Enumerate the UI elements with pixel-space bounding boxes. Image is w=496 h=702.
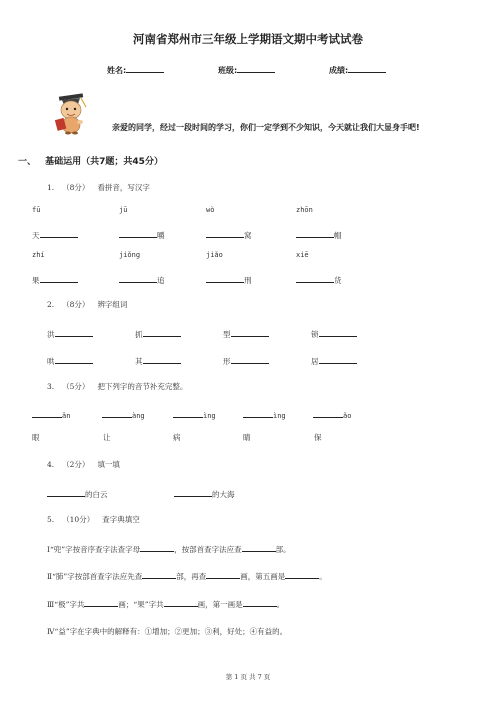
char: 抓 <box>135 330 143 339</box>
section-heading-1 <box>18 154 163 167</box>
q1-answer-row-2 <box>0 273 496 285</box>
q3-syllable-row <box>0 408 496 420</box>
answer-blank[interactable] <box>102 408 132 418</box>
text: 。 <box>319 572 327 581</box>
answer-blank[interactable] <box>55 327 93 337</box>
answer-blank[interactable] <box>143 354 181 364</box>
pinyin: wò <box>206 206 215 214</box>
word-suffix: 帽 <box>334 231 342 240</box>
q5-line-3 <box>47 597 284 610</box>
phrase: 的大海 <box>212 490 235 499</box>
answer-blank[interactable] <box>119 228 157 238</box>
q5-line-1 <box>47 542 291 555</box>
syllable: ìng <box>203 412 216 420</box>
question-number: 2. <box>47 300 55 309</box>
q4-row <box>0 487 496 499</box>
question-points: （8分） <box>62 183 90 192</box>
text: ，按部首查字法应查 <box>174 545 242 554</box>
answer-blank[interactable] <box>313 408 343 418</box>
page-title: 河南省郑州市三年级上学期语文期中考试试卷 <box>133 32 363 46</box>
question-number: 3. <box>47 382 55 391</box>
syllable: ǎn <box>62 412 71 420</box>
char: 哄 <box>47 357 55 366</box>
word-suffix: 追 <box>157 276 165 285</box>
text: Ⅲ“极”字共 <box>47 600 85 609</box>
answer-blank[interactable] <box>319 354 357 364</box>
answer-blank[interactable] <box>296 228 334 238</box>
question-number: 1. <box>47 183 55 192</box>
question-points: （8分） <box>62 300 90 309</box>
q1-answer-row-1 <box>0 228 496 240</box>
answer-blank[interactable] <box>242 542 276 552</box>
char: 让 <box>103 433 111 442</box>
answer-blank[interactable] <box>296 273 334 283</box>
question-number: 5. <box>47 515 55 524</box>
text: 画；“果”字共 <box>118 600 164 609</box>
syllable: àng <box>132 412 145 420</box>
student-mascot-illustration <box>46 91 96 135</box>
q1-pinyin-row-1 <box>0 206 496 218</box>
text: 部。 <box>275 545 291 554</box>
char: 保 <box>314 433 322 442</box>
syllable: ǎo <box>343 412 352 420</box>
syllable: ìng <box>273 412 286 420</box>
answer-blank[interactable] <box>206 273 244 283</box>
word-prefix: 天 <box>32 231 40 240</box>
question-number: 4. <box>47 460 55 469</box>
char: 居 <box>311 357 319 366</box>
pinyin: jiǒng <box>119 251 141 259</box>
answer-blank[interactable] <box>40 228 78 238</box>
answer-blank[interactable] <box>119 273 157 283</box>
q3-char-row <box>0 432 496 444</box>
name-label: 姓名: <box>107 66 127 75</box>
score-field <box>329 63 386 76</box>
char: 病 <box>173 433 181 442</box>
answer-blank[interactable] <box>32 408 62 418</box>
name-blank[interactable] <box>126 63 164 73</box>
answer-blank[interactable] <box>173 408 203 418</box>
word-suffix: 刑 <box>244 276 252 285</box>
question-points: （5分） <box>62 382 90 391</box>
word-suffix: 货 <box>334 276 342 285</box>
text: 。 <box>276 600 285 609</box>
question-points: （10分） <box>62 515 95 524</box>
pinyin: zhōn <box>296 206 313 214</box>
phrase: 的白云 <box>85 490 108 499</box>
answer-blank[interactable] <box>140 542 174 552</box>
section-title: 基础运用（共7题；共45分） <box>45 157 163 167</box>
question-text: 看拼音，写汉字 <box>97 183 150 192</box>
question-4-header <box>47 459 120 470</box>
q2-row-1 <box>0 327 496 339</box>
pinyin: jū <box>119 206 128 214</box>
word-prefix: 果 <box>32 276 40 285</box>
question-text: 填一填 <box>97 460 120 469</box>
answer-blank[interactable] <box>164 597 198 607</box>
score-blank[interactable] <box>348 63 386 73</box>
question-2-header <box>47 299 127 310</box>
question-points: （2分） <box>62 460 90 469</box>
pinyin: zhí <box>32 251 45 259</box>
char: 型 <box>223 330 231 339</box>
q2-row-2 <box>0 354 496 366</box>
answer-blank[interactable] <box>40 273 78 283</box>
question-text: 把下列字的音节补充完整。 <box>97 382 188 391</box>
char: 锁 <box>311 330 319 339</box>
question-1-header <box>47 182 150 193</box>
section-number: 一、 <box>18 157 37 167</box>
question-3-header <box>47 381 187 392</box>
answer-blank[interactable] <box>285 569 319 579</box>
answer-blank[interactable] <box>206 569 240 579</box>
answer-blank[interactable] <box>231 327 269 337</box>
word-suffix: 窝 <box>244 231 252 240</box>
answer-blank[interactable] <box>55 354 93 364</box>
name-field <box>107 63 164 76</box>
score-label: 成绩: <box>329 66 349 75</box>
class-label: 班级: <box>218 66 238 75</box>
char: 形 <box>223 357 231 366</box>
text: 部，再查 <box>176 572 207 581</box>
question-text: 辨字组词 <box>97 300 128 309</box>
class-field <box>218 63 275 76</box>
char: 洪 <box>47 330 55 339</box>
answer-blank[interactable] <box>243 597 277 607</box>
char: 其 <box>135 357 143 366</box>
q1-pinyin-row-2 <box>0 251 496 263</box>
word-suffix: 嚼 <box>157 231 165 240</box>
q5-line-4: Ⅳ“益”字在字典中的解释有：①增加；②更加；③利，好处；④有益的。 <box>47 627 288 636</box>
text: Ⅰ“兜”字按音序查字法查字母 <box>47 545 141 554</box>
answer-blank[interactable] <box>243 408 273 418</box>
pinyin: xiē <box>296 251 309 259</box>
q5-line-2 <box>47 569 327 582</box>
pinyin: fū <box>32 206 41 214</box>
question-text: 查字典填空 <box>102 515 140 524</box>
answer-blank[interactable] <box>174 487 212 497</box>
answer-blank[interactable] <box>319 327 357 337</box>
class-blank[interactable] <box>237 63 275 73</box>
text: 画，第五画是 <box>240 572 286 581</box>
char: 睛 <box>243 433 251 442</box>
answer-blank[interactable] <box>206 228 244 238</box>
answer-blank[interactable] <box>47 487 85 497</box>
text: Ⅱ“肺”字按部首查字法应先查 <box>47 572 143 581</box>
answer-blank[interactable] <box>84 597 118 607</box>
answer-blank[interactable] <box>143 327 181 337</box>
answer-blank[interactable] <box>142 569 176 579</box>
page-footer: 第 1 页 共 7 页 <box>225 673 271 681</box>
question-5-header <box>47 514 140 525</box>
text: 画，第一画是 <box>197 600 243 609</box>
answer-blank[interactable] <box>231 354 269 364</box>
intro-text: 亲爱的同学，经过一段时间的学习，你们一定学到不少知识，今天就让我们大显身手吧! <box>112 123 420 132</box>
pinyin: jiǎo <box>206 251 223 259</box>
char: 眼 <box>32 433 40 442</box>
